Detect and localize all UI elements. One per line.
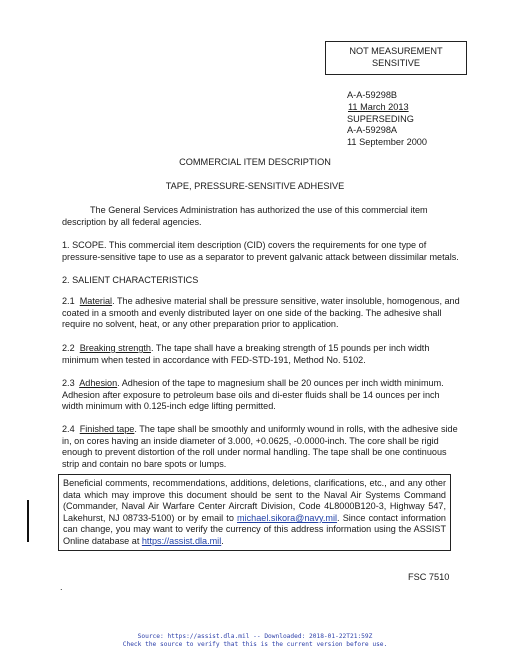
stray-period-mark: . bbox=[60, 582, 63, 592]
section-material bbox=[62, 296, 462, 331]
section-breaking-number: 2.2 bbox=[62, 343, 75, 353]
section-material-number: 2.1 bbox=[62, 296, 75, 306]
document-id: A-A-59298B bbox=[347, 90, 398, 100]
section-breaking-title: Breaking strength bbox=[79, 343, 151, 353]
scope-paragraph: 1. SCOPE. This commercial item description (CID) covers the requirements for one type of pressure-sensitive tape to use as a separator to prevent galvanic attack between dissimilar metals. bbox=[62, 240, 459, 262]
superseded-document-date: 11 September 2000 bbox=[347, 137, 428, 148]
notice-text-end: . bbox=[221, 535, 224, 546]
section-breaking-text: . The tape shall have a breaking strength of 15 pounds per inch width minimum when tested in accordance with FED-STD-191, Method No. 5102. bbox=[62, 343, 430, 365]
section-adhesion bbox=[62, 378, 462, 413]
section-finished-title: Finished tape bbox=[79, 424, 135, 434]
footer-verify-line: Check the source to verify that this is the current version before use. bbox=[122, 641, 388, 648]
notice-text-intro: Beneficial comments, recommendations, additions, deletions, clarifications, etc., and any other data which may improve this document should be sent to the Naval Air Systems Command (Commander, Naval Air Warfare Center Aircraft Division, Code 4L8000B120-3, Highway 547, Lakehurst, NJ 08733-5100) or by email to bbox=[63, 478, 446, 523]
section-finished-tape bbox=[62, 424, 462, 470]
section-adhesion-text: . Adhesion of the tape to magnesium shall be 20 ounces per inch width minimum. Adhesion after exposure to petroleum base oils and di-ester fluids shall be 14 ounces per inch width minimum with 0.125-inch edge lifting permitted. bbox=[62, 378, 444, 412]
section-adhesion-number: 2.3 bbox=[62, 378, 75, 388]
fsc-code: FSC 7510 bbox=[408, 572, 450, 582]
superseding-label: SUPERSEDING bbox=[347, 113, 414, 124]
section-material-text: . The adhesive material shall be pressure sensitive, water insoluble, homogenous, and coated in a smooth and evenly distributed layer on one side of the backing. The adhesive shall require no solvent, heat, or any other preparation prior to application. bbox=[62, 296, 460, 330]
notice-text-middle: . Since contact information can change, you may want to verify the currency of this address information using the ASSIST Online database at bbox=[63, 512, 446, 546]
intro-paragraph: The General Services Administration has authorized the use of this commercial item description by all federal agencies. bbox=[62, 205, 428, 227]
measurement-sensitivity-box bbox=[325, 41, 467, 75]
measurement-box-line2: SENSITIVE bbox=[372, 57, 420, 68]
section-finished-text: . The tape shall be smoothly and uniformly wound in rolls, with the adhesive side in, on cores having an inside diameter of 3.000, +0.0625, -0.0000-inch. The core shall be rigid enough to prevent distortion of the roll under normal handling. The tape shall be one continuous strip and contain no bare spots or lumps. bbox=[62, 424, 458, 469]
comments-notice-box bbox=[58, 474, 451, 551]
revision-margin-bar bbox=[27, 500, 29, 542]
section-material-title: Material bbox=[79, 296, 113, 306]
document-date: 11 March 2013 bbox=[348, 101, 409, 112]
document-identification bbox=[347, 90, 427, 149]
measurement-box-line1: NOT MEASUREMENT bbox=[349, 46, 443, 56]
footer-source-line: Source: https://assist.dla.mil -- Downloaded: 2018-01-22T21:59Z bbox=[137, 633, 373, 640]
superseded-document-id: A-A-59298A bbox=[347, 125, 398, 136]
assist-database-link[interactable]: https://assist.dla.mil bbox=[141, 535, 222, 546]
section-finished-number: 2.4 bbox=[62, 424, 75, 434]
salient-characteristics-heading: 2. SALIENT CHARACTERISTICS bbox=[62, 275, 199, 285]
document-item-title: TAPE, PRESSURE-SENSITIVE ADHESIVE bbox=[165, 181, 345, 191]
notice-email-link[interactable]: michael.sikora@navy.mil bbox=[237, 512, 338, 523]
section-breaking-strength bbox=[62, 343, 462, 366]
section-adhesion-title: Adhesion bbox=[79, 378, 118, 388]
document-type-title: COMMERCIAL ITEM DESCRIPTION bbox=[179, 157, 331, 167]
